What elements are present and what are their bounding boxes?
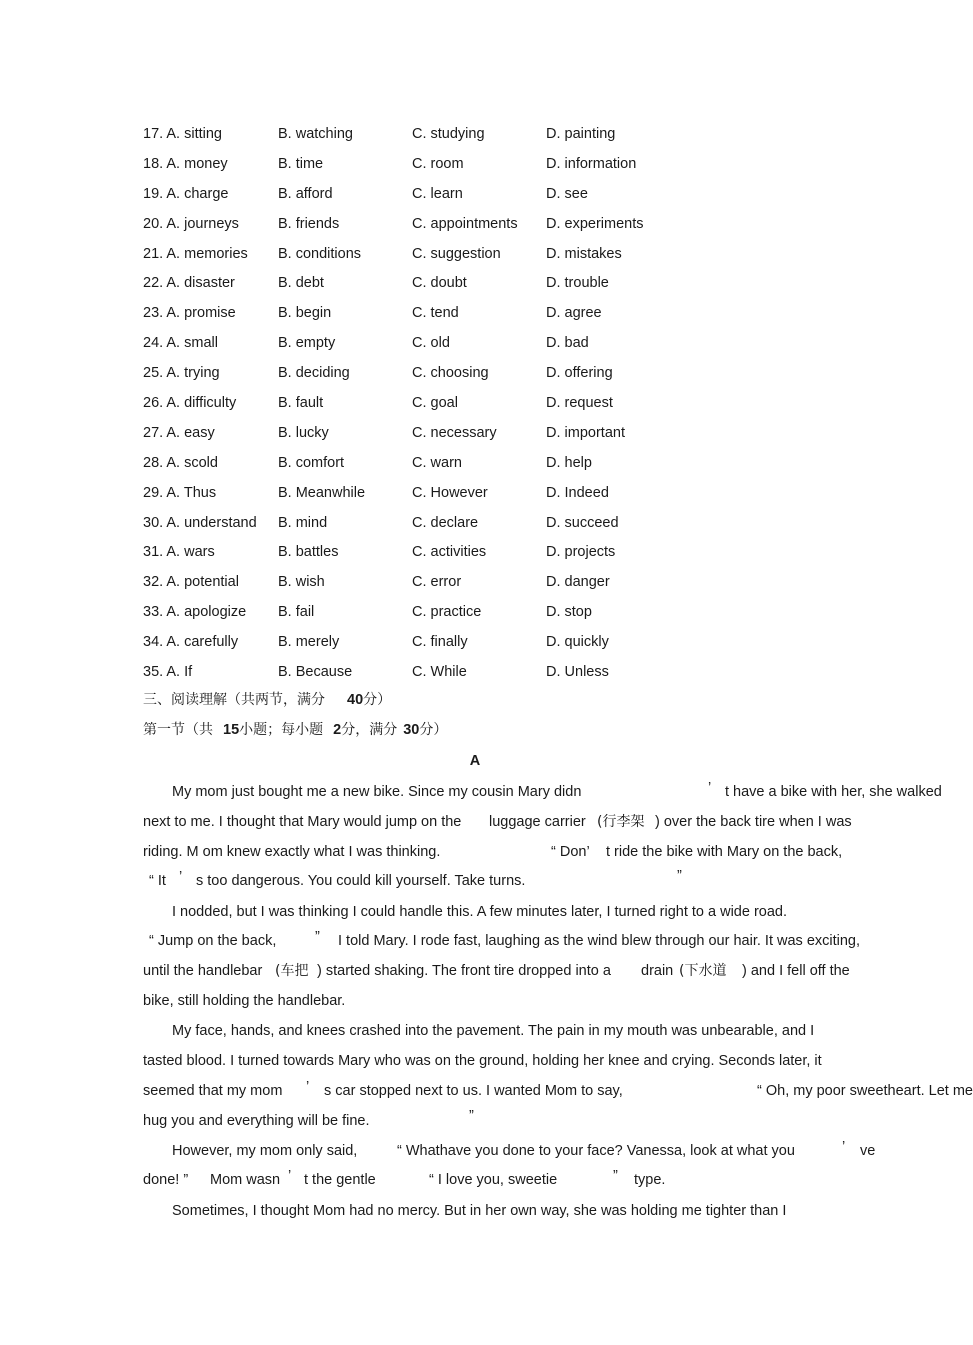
option-c: C. activities — [412, 544, 487, 561]
option-c: C. appointments — [412, 215, 518, 232]
passage-line-14f: ” — [613, 1168, 618, 1184]
option-c: C. practice — [412, 604, 482, 621]
option-a: 22. A. disaster — [143, 275, 235, 292]
option-c: C. suggestion — [412, 245, 501, 262]
option-a: 21. A. memories — [143, 245, 248, 262]
option-c: C. doubt — [412, 275, 467, 292]
option-d: D. quickly — [546, 634, 609, 651]
passage-line-14a: done! ” — [143, 1172, 189, 1188]
option-c: C. learn — [412, 185, 463, 202]
option-b: B. time — [278, 155, 324, 172]
option-b: B. fault — [278, 395, 324, 412]
option-c: C. goal — [412, 395, 458, 412]
option-a: 26. A. difficulty — [143, 395, 237, 412]
option-a: 28. A. scold — [143, 454, 218, 471]
passage-line-4a: “ It — [149, 873, 166, 889]
option-d: D. succeed — [546, 514, 619, 531]
option-d: D. offering — [546, 365, 613, 382]
passage-line-14d: t the gentle — [304, 1172, 376, 1188]
option-c: C. old — [412, 335, 450, 352]
option-d: D. agree — [546, 305, 602, 322]
passage-line-2b: luggage carrier — [489, 814, 586, 830]
passage-line-7d: drain — [641, 963, 674, 979]
option-b: B. battles — [278, 544, 339, 561]
passage-line-1c: t have a bike with her, she walked — [725, 784, 942, 800]
passage-line-9: My face, hands, and knees crashed into the pavement. The pain in my mouth was unbearable, and I — [172, 1023, 815, 1039]
option-b: B. deciding — [278, 365, 350, 382]
passage-line-1a: My mom just bought me a new bike. Since my cousin Mary didn — [172, 784, 582, 800]
subsection-total: 30 — [403, 722, 420, 738]
option-d: D. information — [546, 155, 637, 172]
passage-line-15: Sometimes, I thought Mom had no mercy. But in her own way, she was holding me tighter than I — [172, 1203, 787, 1219]
option-c: C. warn — [412, 454, 462, 471]
option-c: C. studying — [412, 126, 485, 142]
option-b: B. wish — [278, 574, 325, 591]
passage-line-14b: Mom wasn — [210, 1172, 281, 1188]
option-a: 17. A. sitting — [143, 126, 222, 142]
option-a: 19. A. charge — [143, 185, 229, 202]
option-a: 34. A. carefully — [143, 634, 239, 651]
passage-line-11a: seemed that my mom — [143, 1083, 283, 1099]
section-heading-score: 40 — [347, 692, 364, 708]
option-a: 27. A. easy — [143, 424, 215, 441]
passage-line-13b: “ Whathave you done to your face? Vanessa, look at what you — [397, 1143, 795, 1159]
option-c: C. However — [412, 484, 488, 501]
option-d: D. danger — [546, 574, 610, 591]
option-c: C. finally — [412, 634, 468, 651]
passage-line-3b: “ Don’ — [551, 844, 590, 860]
option-a: 20. A. journeys — [143, 215, 239, 232]
option-a: 25. A. trying — [143, 365, 220, 382]
option-a: 32. A. potential — [143, 574, 239, 591]
passage-line-14c: ’ — [288, 1168, 292, 1184]
option-a: 29. A. Thus — [143, 484, 217, 501]
option-b: B. afford — [278, 185, 333, 202]
passage-line-1b: ’ — [708, 780, 712, 796]
section-heading-text: 三、阅读理解（共两节，满分 — [143, 692, 325, 708]
passage-line-12b: ” — [469, 1108, 474, 1124]
option-b: B. Because — [278, 664, 353, 681]
passage-line-3a: riding. M om knew exactly what I was thinking. — [143, 844, 441, 860]
option-a: 31. A. wars — [143, 544, 215, 561]
option-c: C. tend — [412, 305, 459, 322]
option-d: D. mistakes — [546, 245, 622, 262]
passage-line-4c: s too dangerous. You could kill yourself. Take turns. — [196, 873, 526, 889]
option-d: D. request — [546, 395, 613, 412]
option-d: D. Indeed — [546, 484, 609, 501]
passage-line-7c: ) started shaking. The front tire dropped into a — [317, 963, 611, 979]
passage-line-14e: “ I love you, sweetie — [429, 1172, 558, 1188]
passage-line-4b: ’ — [179, 869, 183, 885]
passage-line-11c: s car stopped next to us. I wanted Mom to say, — [324, 1083, 623, 1099]
option-d: D. painting — [546, 126, 616, 142]
passage-line-6c: I told Mary. I rode fast, laughing as the wind blew through our hair. It was exciting, — [338, 933, 861, 949]
option-b: B. lucky — [278, 424, 329, 441]
passage-line-10: tasted blood. I turned towards Mary who was on the ground, holding her knee and crying. Seconds later, it — [143, 1053, 822, 1069]
subsection-text-3: 分，满分 — [341, 722, 398, 738]
option-b: B. merely — [278, 634, 340, 651]
passage-line-12a: hug you and everything will be fine. — [143, 1113, 370, 1129]
section-heading-unit: 分） — [363, 692, 392, 708]
passage-line-14g: type. — [634, 1172, 666, 1188]
option-b: B. empty — [278, 335, 336, 352]
passage-line-4d: ” — [677, 868, 682, 884]
option-d: D. stop — [546, 604, 592, 621]
option-a: 33. A. apologize — [143, 604, 247, 621]
passage-line-13d: ve — [860, 1143, 876, 1159]
passage-line-6b: ” — [315, 929, 320, 945]
option-a: 23. A. promise — [143, 305, 236, 322]
passage-line-3c: t ride the bike with Mary on the back, — [606, 844, 843, 860]
passage-line-2d: ) over the back tire when I was — [655, 814, 852, 830]
option-d: D. help — [546, 454, 592, 471]
option-d: D. trouble — [546, 275, 609, 292]
passage-line-7a: until the handlebar — [143, 963, 263, 979]
option-c: C. choosing — [412, 365, 489, 382]
option-d: D. see — [546, 185, 588, 202]
passage-title: A — [469, 753, 481, 769]
passage-line-11b: ’ — [306, 1079, 310, 1095]
subsection-heading — [143, 720, 447, 740]
passage-line-7b: (车把 — [275, 963, 309, 979]
subsection-text-4: 分） — [419, 722, 448, 738]
option-d: D. bad — [546, 335, 589, 352]
subsection-count: 15 — [223, 722, 240, 738]
passage-line-2c: (行李架 — [597, 814, 645, 830]
subsection-points: 2 — [333, 722, 342, 738]
option-b: B. debt — [278, 275, 324, 292]
option-c: C. While — [412, 664, 467, 681]
option-b: B. friends — [278, 215, 340, 232]
option-a: 35. A. If — [143, 664, 193, 681]
passage-line-8: bike, still holding the handlebar. — [143, 993, 346, 1009]
option-c: C. necessary — [412, 424, 497, 441]
subsection-text-2: 小题；每小题 — [239, 722, 324, 738]
passage-line-13a: However, my mom only said, — [172, 1143, 358, 1159]
passage-line-6a: “ Jump on the back, — [149, 933, 277, 949]
option-a: 30. A. understand — [143, 514, 257, 531]
passage-line-5: I nodded, but I was thinking I could handle this. A few minutes later, I turned right to a wide road. — [172, 904, 788, 920]
passage-line-13c: ’ — [842, 1139, 846, 1155]
passage-line-7e: (下水道 — [679, 963, 727, 979]
option-b: B. mind — [278, 514, 328, 531]
option-b: B. fail — [278, 604, 315, 621]
option-b: B. Meanwhile — [278, 484, 366, 501]
option-b: B. begin — [278, 305, 332, 322]
section-heading — [143, 690, 391, 710]
option-b: B. watching — [278, 126, 353, 142]
option-d: D. projects — [546, 544, 616, 561]
option-d: D. experiments — [546, 215, 644, 232]
passage-line-2a: next to me. I thought that Mary would jump on the — [143, 814, 462, 830]
option-b: B. comfort — [278, 454, 345, 471]
subsection-text-1: 第一节（共 — [143, 722, 213, 738]
option-d: D. Unless — [546, 664, 609, 681]
option-a: 24. A. small — [143, 335, 218, 352]
passage-line-11d: “ Oh, my poor sweetheart. Let me — [757, 1083, 973, 1099]
option-a: 18. A. money — [143, 155, 228, 172]
option-c: C. room — [412, 155, 464, 172]
option-b: B. conditions — [278, 245, 362, 262]
option-c: C. error — [412, 574, 462, 591]
option-c: C. declare — [412, 514, 479, 531]
passage-line-7f: ) and I fell off the — [742, 963, 850, 979]
option-d: D. important — [546, 424, 625, 441]
